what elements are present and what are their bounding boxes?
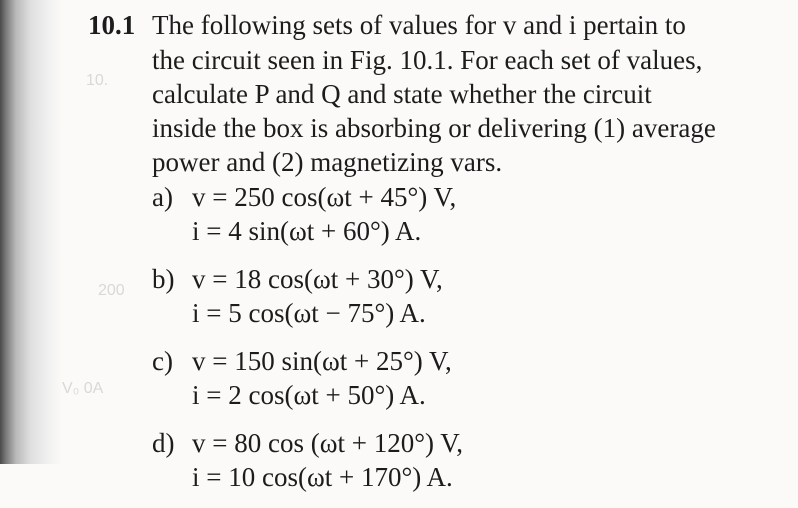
bleed-through-mark: 200 [98, 282, 125, 299]
problem-text-line: inside the box is absorbing or delivering (1) average [152, 113, 716, 143]
problem-first-line [88, 8, 788, 43]
part-label: c) [152, 346, 173, 376]
problem-text-line: The following sets of values for v and i pertain to [152, 10, 686, 40]
page-gutter-shadow [0, 0, 62, 464]
problem-text-line: calculate P and Q and state whether the circuit [152, 79, 652, 109]
problem-statement [88, 8, 788, 179]
problem-text-line: power and (2) magnetizing vars. [152, 147, 503, 177]
current-expression: i = 10 cos(ωt + 170°) A. [192, 462, 453, 492]
part-label: a) [152, 182, 173, 212]
problem-part [152, 426, 463, 494]
part-label: d) [152, 428, 175, 458]
current-expression: i = 4 sin(ωt + 60°) A. [192, 216, 422, 246]
part-label: b) [152, 264, 175, 294]
problem-part [152, 344, 463, 412]
voltage-expression: v = 18 cos(ωt + 30°) V, [192, 264, 443, 294]
bleed-through-mark: 10. [86, 72, 109, 89]
problem-number: 10.1 [88, 10, 136, 40]
problem-part [152, 262, 463, 330]
current-expression: i = 2 cos(ωt + 50°) A. [192, 380, 426, 410]
problem-part [152, 180, 463, 248]
problem-text-line: the circuit seen in Fig. 10.1. For each set of values, [152, 45, 703, 75]
current-expression: i = 5 cos(ωt − 75°) A. [192, 298, 426, 328]
voltage-expression: v = 80 cos (ωt + 120°) V, [192, 428, 464, 458]
bleed-through-mark: V₀ 0A [62, 380, 104, 397]
voltage-expression: v = 150 sin(ωt + 25°) V, [192, 346, 452, 376]
problem-parts-list [152, 180, 463, 508]
voltage-expression: v = 250 cos(ωt + 45°) V, [192, 182, 457, 212]
